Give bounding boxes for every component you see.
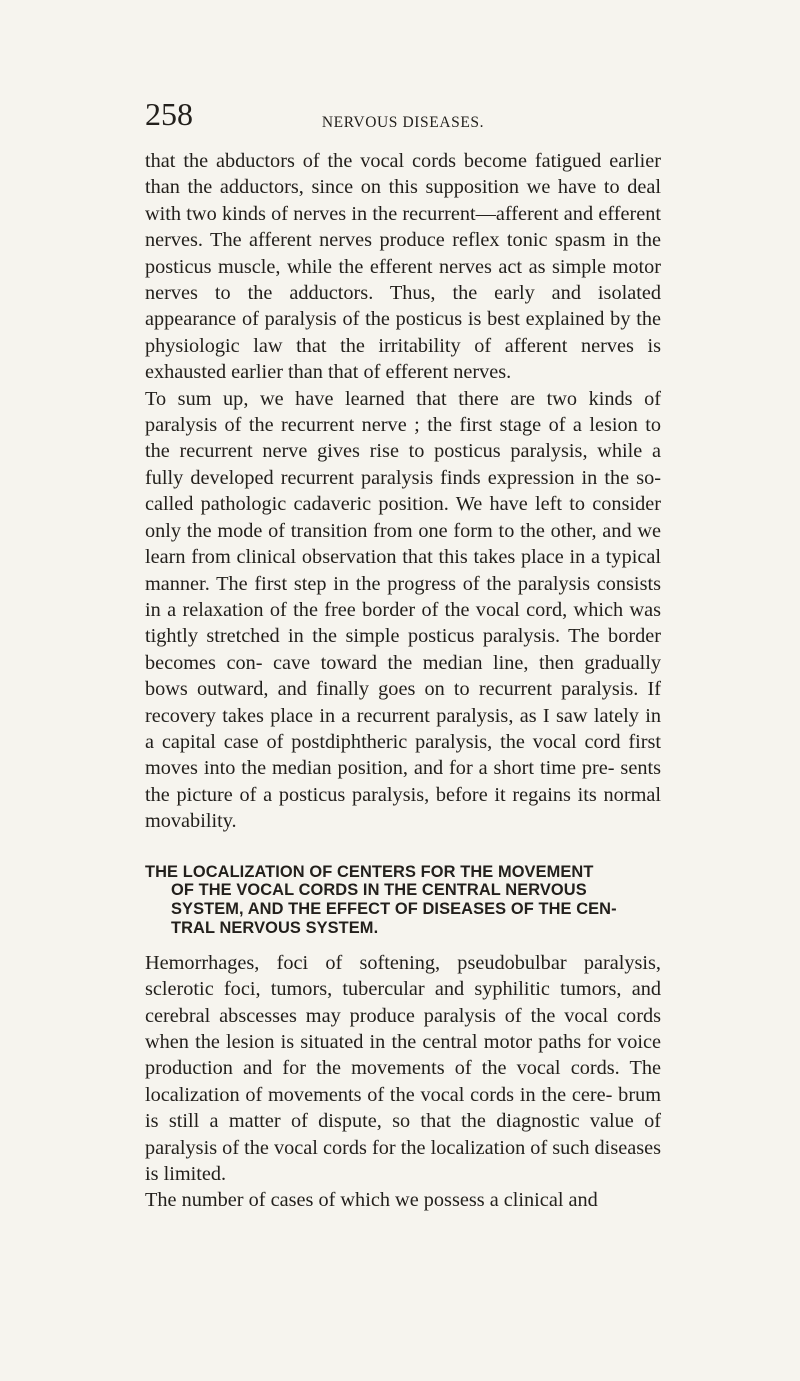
section-heading <box>145 863 661 938</box>
section-heading-line: TRAL NERVOUS SYSTEM. <box>171 918 379 937</box>
paragraph-lesions: Hemorrhages, foci of softening, pseudobulbar paralysis, sclerotic foci, tumors, tubercular and syphilitic tumors, and cerebral abscesses may produce paralysis of the vocal cords when the lesion is situated in the central motor paths for voice production and for the movements of the vocal cords. The localization of movements of the vocal cords in the cere- brum is still a matter of dispute, so that the diagnostic value of paralysis of the vocal cords for the localization of such diseases is limited. <box>145 951 661 1185</box>
running-title: NERVOUS DISEASES. <box>321 114 485 131</box>
running-head <box>145 96 661 138</box>
paragraph-continuation: that the abductors of the vocal cords become fatigued earlier than the adductors, since on this supposition we have to deal with two kinds of nerves in the recurrent—afferent and efferent nerves. The afferent nerves produce reflex tonic spasm in the posticus muscle, while the efferent nerves act as simple motor nerves to the adductors. Thus, the early and isolated appearance of paralysis of the posticus is best explained by the physiologic law that the irritability of afferent nerves is exhausted earlier than that of efferent nerves. <box>145 150 661 384</box>
page-number: 258 <box>145 96 193 132</box>
paragraph-cases: The number of cases of which we possess a clinical and <box>145 1189 598 1212</box>
section-heading-line: SYSTEM, AND THE EFFECT OF DISEASES OF THE CEN- <box>171 900 617 919</box>
paragraph-summary: To sum up, we have learned that there are two kinds of paralysis of the recurrent nerve ; the first stage of a lesion to the recurrent nerve gives rise to posticus paralysis, while a fully developed recurrent paralysis finds expression in the so-called pathologic cadaveric position. We have left to consider only the mode of transition from one form to the other, and we learn from clinical observation that this takes place in a typical manner. The first step in the progress of the paralysis consists in a relaxation of the free border of the vocal cord, which was tightly stretched in the simple posticus paralysis. The border becomes con- cave toward the median line, then gradually bows outward, and finally goes on to recurrent paralysis. If recovery takes place in a recurrent paralysis, as I saw lately in a capital case of postdiphtheric paralysis, the vocal cord first moves into the median position, and for a short time pre- sents the picture of a posticus paralysis, before it regains its normal movability. <box>145 387 661 833</box>
book-page <box>145 96 661 1214</box>
section-heading-line: OF THE VOCAL CORDS IN THE CENTRAL NERVOUS <box>171 881 587 900</box>
section-heading-line: THE LOCALIZATION OF CENTERS FOR THE MOVEMENT <box>145 862 594 881</box>
